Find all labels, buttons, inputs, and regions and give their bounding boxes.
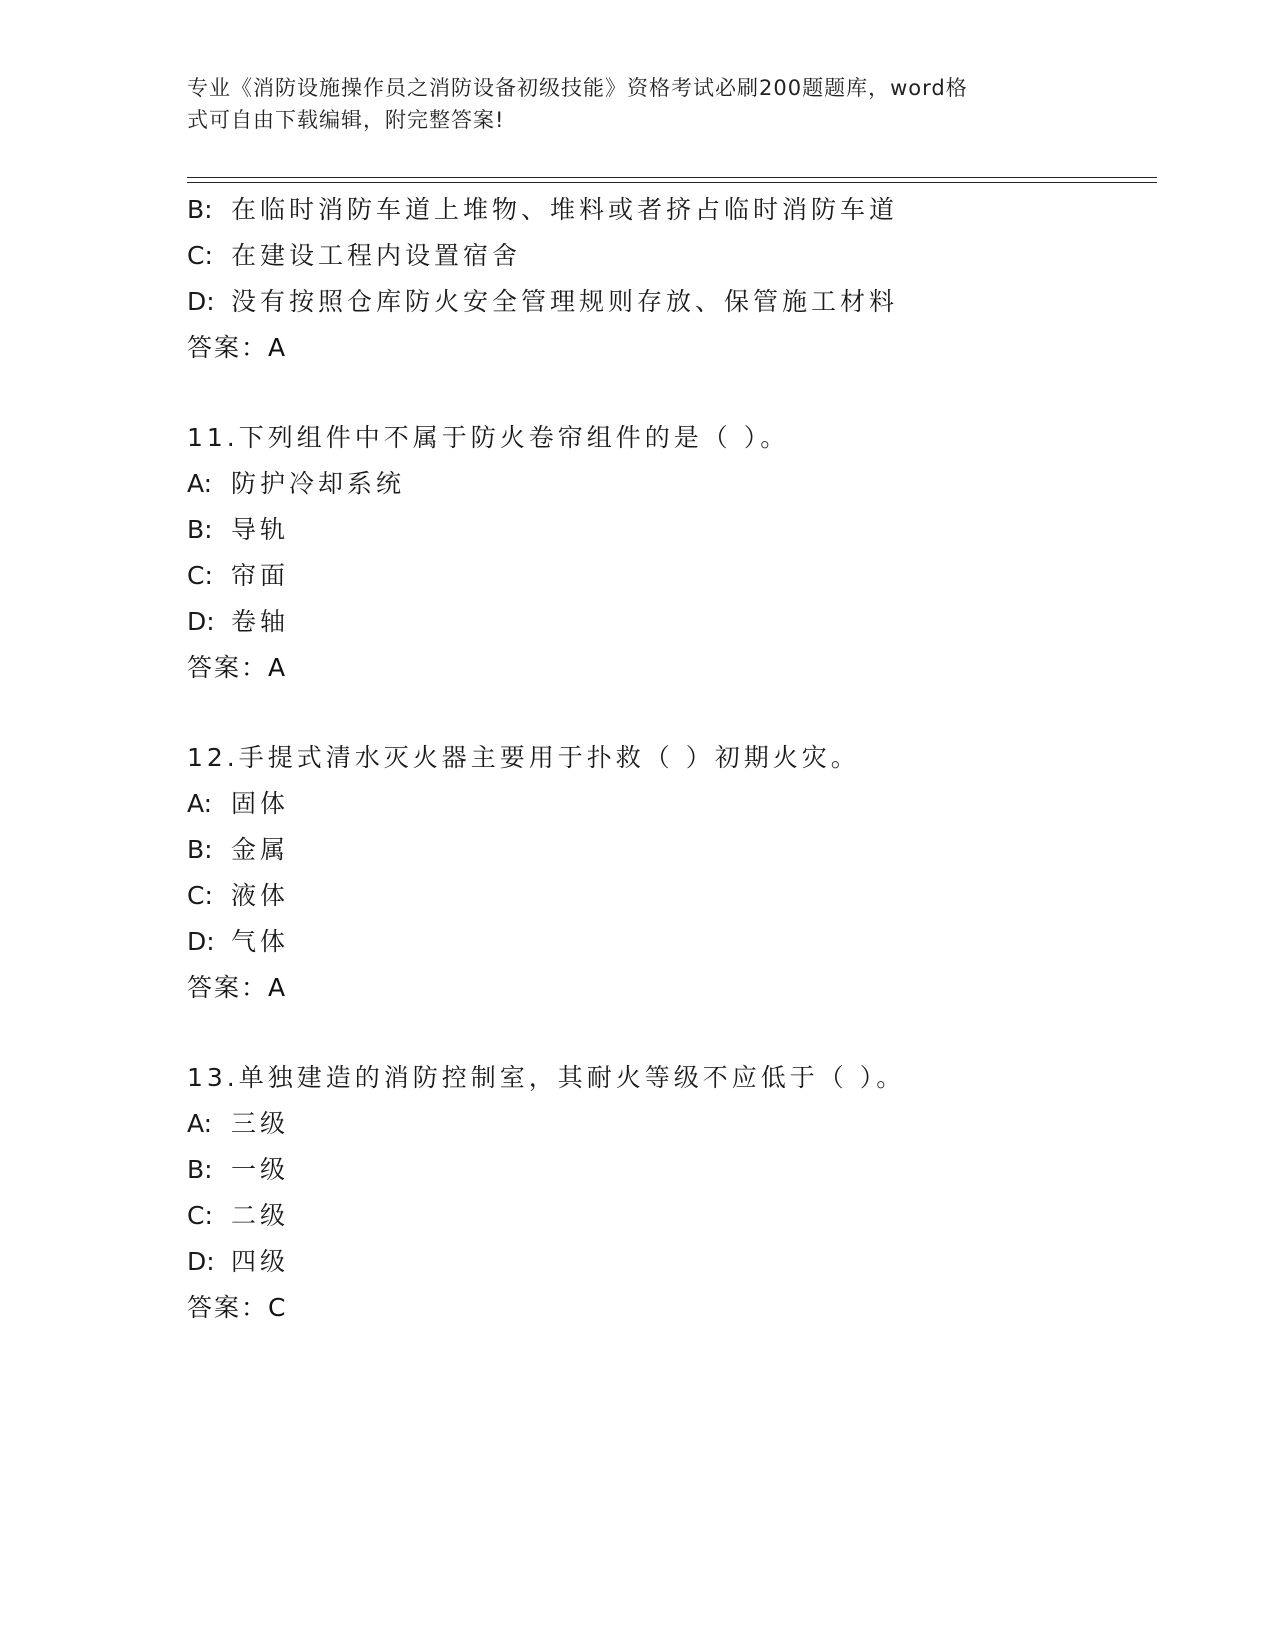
- option-c: C: 液体: [187, 881, 290, 910]
- question-block-13: [187, 1055, 1157, 1331]
- option-a: A: 三级: [187, 1109, 290, 1138]
- option-d: D: 四级: [187, 1247, 290, 1276]
- document-header: [187, 72, 1067, 136]
- option-a: A: 固体: [187, 789, 290, 818]
- question-block-prev: [187, 187, 1157, 371]
- spacer: [187, 691, 1157, 735]
- option-a: A: 防护冷却系统: [187, 469, 406, 498]
- header-title-line-2: 式可自由下载编辑，附完整答案!: [187, 108, 505, 132]
- question-stem: 13.单独建造的消防控制室，其耐火等级不应低于（ ）。: [187, 1063, 906, 1092]
- answer-line: 答案：A: [187, 333, 288, 362]
- answer-line: 答案：A: [187, 973, 288, 1002]
- question-content: [187, 187, 1157, 1331]
- option-c: C: 帘面: [187, 561, 290, 590]
- option-d: D: 气体: [187, 927, 290, 956]
- option-b: B: 导轨: [187, 515, 290, 544]
- answer-line: 答案：A: [187, 653, 288, 682]
- spacer: [187, 1011, 1157, 1055]
- option-b: B: 在临时消防车道上堆物、堆料或者挤占临时消防车道: [187, 195, 899, 224]
- answer-line: 答案：C: [187, 1293, 288, 1322]
- option-d: D: 卷轴: [187, 607, 290, 636]
- option-c: C: 在建设工程内设置宿舍: [187, 241, 522, 270]
- option-b: B: 金属: [187, 835, 290, 864]
- question-stem: 12.手提式清水灭火器主要用于扑救（ ）初期火灾。: [187, 743, 860, 772]
- option-c: C: 二级: [187, 1201, 290, 1230]
- question-block-11: [187, 415, 1157, 691]
- option-b: B: 一级: [187, 1155, 290, 1184]
- spacer: [187, 371, 1157, 415]
- header-divider-top: [187, 177, 1157, 178]
- question-stem: 11.下列组件中不属于防火卷帘组件的是（ ）。: [187, 423, 790, 452]
- question-block-12: [187, 735, 1157, 1011]
- option-d: D: 没有按照仓库防火安全管理规则存放、保管施工材料: [187, 287, 899, 316]
- header-divider-bottom: [187, 182, 1157, 183]
- header-title-line-1: 专业《消防设施操作员之消防设备初级技能》资格考试必刷200题题库，word格: [187, 76, 968, 100]
